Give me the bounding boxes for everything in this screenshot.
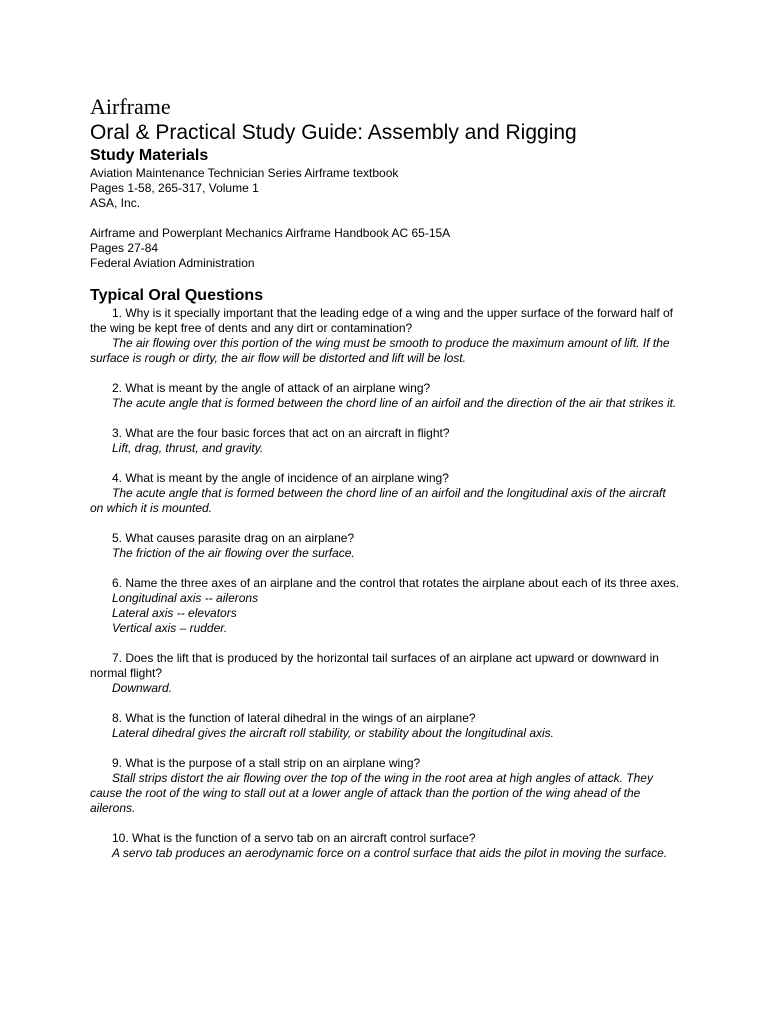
question-item bbox=[90, 711, 680, 741]
answer-line: Longitudinal axis -- ailerons bbox=[112, 591, 259, 605]
question-item bbox=[90, 426, 680, 456]
source-line: ASA, Inc. bbox=[90, 196, 141, 210]
document-page bbox=[90, 94, 680, 876]
question-text: 3. What are the four basic forces that act on an aircraft in flight? bbox=[112, 426, 450, 440]
question-text: 7. Does the lift that is produced by the horizontal tail surfaces of an airplane act upward or downward in normal flight? bbox=[90, 651, 659, 680]
study-materials-heading: Study Materials bbox=[90, 147, 209, 164]
document-title-serif: Airframe bbox=[90, 94, 171, 119]
source-line: Federal Aviation Administration bbox=[90, 256, 255, 270]
question-text: 1. Why is it specially important that the leading edge of a wing and the upper surface of the forward half of the wing be kept free of dents and any dirt or contamination? bbox=[90, 306, 673, 335]
question-item bbox=[90, 651, 680, 696]
question-item bbox=[90, 471, 680, 516]
answer-text: Lateral dihedral gives the aircraft roll stability, or stability about the longitudinal axis. bbox=[112, 726, 555, 740]
answer-text: Downward. bbox=[112, 681, 173, 695]
question-item bbox=[90, 381, 680, 411]
question-item bbox=[90, 306, 680, 366]
question-text: 6. Name the three axes of an airplane and the control that rotates the airplane about each of its three axes. bbox=[112, 576, 680, 590]
source-line: Pages 27-84 bbox=[90, 241, 159, 255]
question-text: 10. What is the function of a servo tab on an aircraft control surface? bbox=[112, 831, 476, 845]
question-item bbox=[90, 531, 680, 561]
answer-text: The friction of the air flowing over the surface. bbox=[112, 546, 355, 560]
answer-line: Vertical axis – rudder. bbox=[112, 621, 228, 635]
study-source-1 bbox=[90, 166, 680, 211]
oral-questions-heading: Typical Oral Questions bbox=[90, 287, 264, 304]
answer-text: The air flowing over this portion of the wing must be smooth to produce the maximum amount of lift. If the surface is rough or dirty, the air flow will be distorted and lift will be lost. bbox=[90, 336, 670, 365]
question-text: 5. What causes parasite drag on an airplane? bbox=[112, 531, 355, 545]
question-text: 9. What is the purpose of a stall strip on an airplane wing? bbox=[112, 756, 421, 770]
answer-text: Lift, drag, thrust, and gravity. bbox=[112, 441, 264, 455]
question-item bbox=[90, 576, 680, 636]
question-text: 2. What is meant by the angle of attack of an airplane wing? bbox=[112, 381, 431, 395]
answer-text: Stall strips distort the air flowing over the top of the wing in the root area at high angles of attack. They cause the root of the wing to stall out at a lower angle of attack than the portion of the wing ahead of the ailerons. bbox=[90, 771, 653, 815]
answer-text: A servo tab produces an aerodynamic force on a control surface that aids the pilot in moving the surface. bbox=[112, 846, 668, 860]
source-line: Aviation Maintenance Technician Series Airframe textbook bbox=[90, 166, 399, 180]
source-line: Pages 1-58, 265-317, Volume 1 bbox=[90, 181, 259, 195]
question-item bbox=[90, 831, 680, 861]
answer-text: The acute angle that is formed between the chord line of an airfoil and the direction of the air that strikes it. bbox=[112, 396, 677, 410]
answer-text: The acute angle that is formed between the chord line of an airfoil and the longitudinal axis of the aircraft on which it is mounted. bbox=[90, 486, 666, 515]
source-line: Airframe and Powerplant Mechanics Airframe Handbook AC 65-15A bbox=[90, 226, 451, 240]
question-text: 8. What is the function of lateral dihedral in the wings of an airplane? bbox=[112, 711, 476, 725]
answer-list bbox=[90, 591, 680, 636]
question-text: 4. What is meant by the angle of incidence of an airplane wing? bbox=[112, 471, 449, 485]
study-source-2 bbox=[90, 226, 680, 271]
question-item bbox=[90, 756, 680, 816]
document-title: Oral & Practical Study Guide: Assembly and Rigging bbox=[90, 121, 577, 144]
answer-line: Lateral axis -- elevators bbox=[112, 606, 237, 620]
